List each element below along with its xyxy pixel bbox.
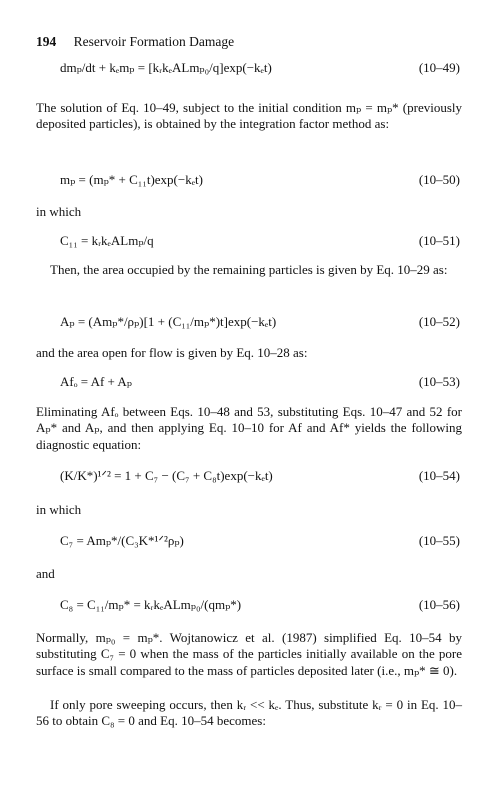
equation-text: C₁₁ = kᵣkₑALmₚ/q bbox=[60, 233, 154, 248]
equation-10-50 bbox=[0, 170, 496, 194]
paragraph: Eliminating Afₒ between Eqs. 10–48 and 53, substituting Eqs. 10–47 and 52 for Aₚ* and Aₚ, and then applying Eq. 10–10 for Af and Af* yields the following diagnostic equation: bbox=[36, 404, 462, 452]
paragraph: in which bbox=[36, 502, 82, 517]
paragraph: and the area open for flow is given by Eq. 10–28 as: bbox=[36, 345, 308, 360]
equation-number: (10–51) bbox=[418, 233, 460, 248]
equation-10-54 bbox=[0, 466, 496, 490]
equation-10-56 bbox=[0, 595, 496, 619]
equation-number: (10–54) bbox=[418, 468, 460, 483]
running-title: Reservoir Formation Damage bbox=[73, 34, 235, 49]
paragraph: If only pore sweeping occurs, then kᵣ << kₑ. Thus, substitute kᵣ = 0 in Eq. 10–56 to obtain C₈ = 0 and Eq. 10–54 becomes: bbox=[36, 697, 462, 729]
paragraph: and bbox=[36, 566, 55, 581]
equation-number: (10–56) bbox=[418, 597, 460, 612]
equation-number: (10–53) bbox=[418, 374, 460, 389]
equation-text: Aₚ = (Amₚ*/ρₚ)[1 + (C₁₁/mₚ*)t]exp(−kₑt) bbox=[60, 314, 277, 329]
equation-number: (10–50) bbox=[418, 172, 460, 187]
equation-text: mₚ = (mₚ* + C₁₁t)exp(−kₑt) bbox=[60, 172, 203, 187]
equation-number: (10–49) bbox=[418, 60, 460, 75]
equation-10-52 bbox=[0, 312, 496, 336]
paragraph: in which bbox=[36, 204, 82, 219]
page-number: 194 bbox=[36, 34, 57, 49]
equation-number: (10–52) bbox=[418, 314, 460, 329]
equation-text: Afₒ = Af + Aₚ bbox=[60, 374, 132, 389]
equation-number: (10–55) bbox=[418, 533, 460, 548]
equation-text: (K/K*)¹ᐟ² = 1 + C₇ − (C₇ + C₈t)exp(−kₑt) bbox=[60, 468, 273, 483]
equation-10-51 bbox=[0, 231, 496, 255]
equation-text: dmₚ/dt + kₑmₚ = [kᵣkₑALmₚ₀/q]exp(−kₑt) bbox=[60, 60, 272, 75]
paragraph: Then, the area occupied by the remaining particles is given by Eq. 10–29 as: bbox=[50, 262, 448, 277]
equation-10-55 bbox=[0, 531, 496, 555]
equation-text: C₈ = C₁₁/mₚ* = kᵣkₑALmₚ₀/(qmₚ*) bbox=[60, 597, 242, 612]
equation-10-53 bbox=[0, 372, 496, 396]
equation-10-49 bbox=[0, 58, 496, 82]
running-header bbox=[36, 34, 234, 50]
paragraph: Normally, mₚ₀ = mₚ*. Wojtanowicz et al. (1987) simplified Eq. 10–54 by substituting C₇ = 0 when the mass of the particles initially available on the pore surface is small compared to the mass of particles deposited later (i.e., mₚ* ≅ 0). bbox=[36, 630, 462, 678]
paragraph: The solution of Eq. 10–49, subject to the initial condition mₚ = mₚ* (previously deposited particles), is obtained by the integration factor method as: bbox=[36, 100, 462, 132]
equation-text: C₇ = Amₚ*/(C₃K*¹ᐟ²ρₚ) bbox=[60, 533, 184, 548]
